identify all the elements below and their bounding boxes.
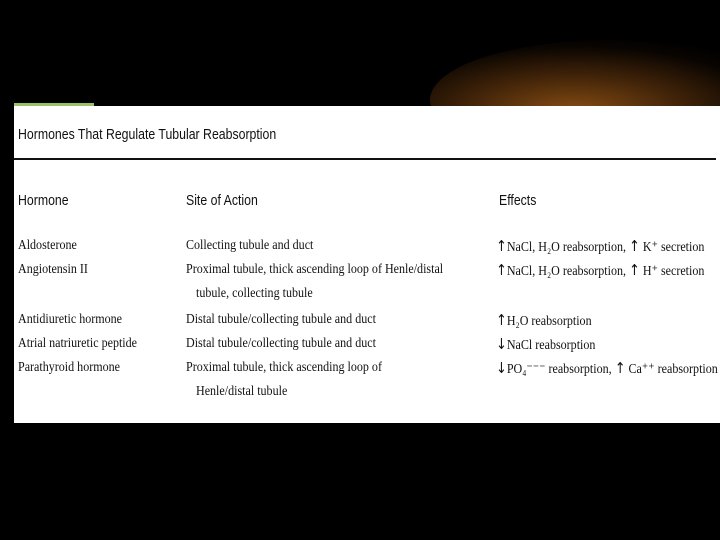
up-arrow-icon: ↑ [496, 237, 507, 255]
down-arrow-icon: ↓ [496, 359, 507, 377]
site-aldosterone: Collecting tubule and duct [186, 238, 314, 253]
site-pth-line2: Henle/distal tubule [196, 384, 288, 399]
up-arrow-icon: ↑ [629, 261, 640, 279]
header-site-of-action: Site of Action [186, 192, 258, 209]
effects-anp [496, 332, 595, 358]
site-adh: Distal tubule/collecting tubule and duct [186, 312, 376, 327]
effect-text: K⁺ secretion [639, 240, 705, 255]
hormone-angiotensin: Angiotensin II [18, 262, 88, 277]
header-effects: Effects [499, 192, 537, 209]
effects-pth [496, 356, 718, 382]
hormone-pth: Parathyroid hormone [18, 360, 120, 375]
effect-text: H⁺ secretion [639, 264, 705, 279]
table-title: Hormones That Regulate Tubular Reabsorption [18, 126, 277, 143]
effects-aldosterone [496, 234, 704, 260]
hormone-adh: Antidiuretic hormone [18, 312, 122, 327]
up-arrow-icon: ↑ [496, 311, 507, 329]
effect-text: NaCl reabsorption [506, 338, 596, 353]
effect-text: H₂O reabsorption [506, 314, 592, 329]
effect-text: PO₄⁻⁻⁻ reabsorption, [506, 362, 615, 377]
up-arrow-icon: ↑ [496, 261, 507, 279]
effect-text: NaCl, H₂O reabsorption, [506, 264, 630, 279]
site-angiotensin-line2: tubule, collecting tubule [196, 286, 313, 301]
site-anp: Distal tubule/collecting tubule and duct [186, 336, 376, 351]
site-angiotensin-line1: Proximal tubule, thick ascending loop of Henle/distal [186, 262, 444, 277]
hormone-anp: Atrial natriuretic peptide [18, 336, 138, 351]
effects-angiotensin [496, 258, 704, 284]
table-panel [14, 106, 720, 423]
effect-text: Ca⁺⁺ reabsorption [625, 362, 718, 377]
effect-text: NaCl, H₂O reabsorption, [506, 240, 630, 255]
hormone-aldosterone: Aldosterone [18, 238, 77, 253]
up-arrow-icon: ↑ [614, 359, 626, 377]
title-divider [14, 158, 716, 160]
down-arrow-icon: ↓ [496, 335, 507, 353]
effects-adh [496, 308, 592, 334]
header-hormone: Hormone [18, 192, 69, 209]
up-arrow-icon: ↑ [629, 237, 640, 255]
site-pth-line1: Proximal tubule, thick ascending loop of [186, 360, 382, 375]
